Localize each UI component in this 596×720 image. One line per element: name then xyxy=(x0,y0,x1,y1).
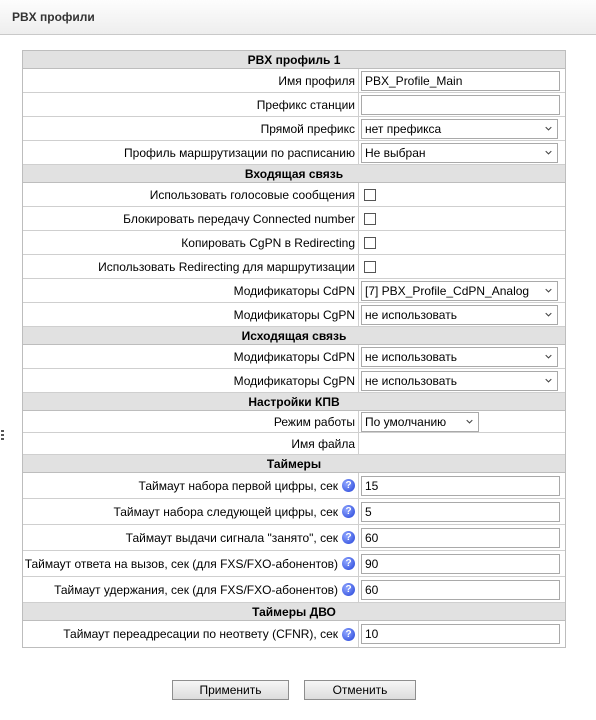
form-row xyxy=(23,255,565,279)
field-value-cell xyxy=(359,303,565,326)
field-label-cell xyxy=(23,499,359,524)
text-input[interactable] xyxy=(361,95,560,115)
form-row xyxy=(23,345,565,369)
text-input[interactable]: 15 xyxy=(361,476,560,496)
page-header xyxy=(0,0,596,35)
form-row xyxy=(23,473,565,499)
field-value-cell xyxy=(359,117,565,140)
selected-value: не использовать xyxy=(365,349,457,364)
chevron-down-icon xyxy=(466,418,473,425)
selected-value: нет префикса xyxy=(365,121,442,136)
section-header: Исходящая связь xyxy=(23,327,565,345)
field-value-cell xyxy=(359,411,565,432)
field-value-cell xyxy=(359,345,565,368)
select-dropdown[interactable] xyxy=(361,347,558,367)
field-label-cell xyxy=(23,473,359,498)
form-row xyxy=(23,499,565,525)
field-label: Модификаторы CgPN xyxy=(233,373,355,388)
field-label: Модификаторы CdPN xyxy=(233,283,355,298)
help-icon[interactable]: ? xyxy=(342,557,355,570)
form-row xyxy=(23,69,565,93)
field-label: Имя профиля xyxy=(278,73,355,88)
field-label-cell xyxy=(23,279,359,302)
section-header: PBX профиль 1 xyxy=(23,51,565,69)
help-icon[interactable]: ? xyxy=(342,505,355,518)
text-input[interactable]: 60 xyxy=(361,528,560,548)
chevron-down-icon xyxy=(545,377,552,384)
help-icon[interactable]: ? xyxy=(342,531,355,544)
form-row xyxy=(23,207,565,231)
form-row xyxy=(23,411,565,433)
field-label: Профиль маршрутизации по расписанию xyxy=(124,145,355,160)
field-value-cell xyxy=(359,577,565,602)
help-icon[interactable]: ? xyxy=(342,583,355,596)
form-buttons xyxy=(172,680,416,700)
field-label: Модификаторы CgPN xyxy=(233,307,355,322)
field-value-cell xyxy=(359,231,565,254)
selected-value: По умолчанию xyxy=(365,414,447,429)
select-dropdown[interactable] xyxy=(361,143,558,163)
form-row xyxy=(23,433,565,455)
field-label: Использовать голосовые сообщения xyxy=(149,187,355,202)
selected-value: не использовать xyxy=(365,307,457,322)
field-label-cell xyxy=(23,577,359,602)
form-row xyxy=(23,279,565,303)
field-value-cell xyxy=(359,183,565,206)
form-row xyxy=(23,525,565,551)
form-row xyxy=(23,303,565,327)
field-label: Блокировать передачу Connected number xyxy=(123,211,355,226)
field-label: Модификаторы CdPN xyxy=(233,349,355,364)
field-label: Префикс станции xyxy=(256,97,355,112)
select-dropdown[interactable] xyxy=(361,412,479,432)
field-label-cell xyxy=(23,141,359,164)
chevron-down-icon xyxy=(545,353,552,360)
section-header: Таймеры xyxy=(23,455,565,473)
field-label-cell xyxy=(23,255,359,278)
text-input[interactable]: 90 xyxy=(361,554,560,574)
form-row xyxy=(23,231,565,255)
selected-value: не использовать xyxy=(365,373,457,388)
section-header: Таймеры ДВО xyxy=(23,603,565,621)
selected-value: [7] PBX_Profile_CdPN_Analog xyxy=(365,283,530,298)
field-value-cell xyxy=(359,69,565,92)
field-value-cell xyxy=(359,525,565,550)
select-dropdown[interactable] xyxy=(361,281,558,301)
field-value-cell xyxy=(359,433,565,454)
field-value-cell xyxy=(359,279,565,302)
text-input[interactable]: 60 xyxy=(361,580,560,600)
field-label-cell xyxy=(23,231,359,254)
field-label-cell xyxy=(23,525,359,550)
field-label-cell xyxy=(23,303,359,326)
form-row xyxy=(23,577,565,603)
field-label-cell xyxy=(23,117,359,140)
chevron-down-icon xyxy=(545,125,552,132)
field-label-cell xyxy=(23,93,359,116)
resize-grip-icon[interactable] xyxy=(1,430,4,442)
field-label: Копировать CgPN в Redirecting xyxy=(181,235,355,250)
select-dropdown[interactable] xyxy=(361,305,558,325)
text-input[interactable]: 5 xyxy=(361,502,560,522)
field-label: Использовать Redirecting для маршрутизации xyxy=(98,259,355,274)
chevron-down-icon xyxy=(545,149,552,156)
apply-button[interactable]: Применить xyxy=(172,680,289,700)
section-header: Входящая связь xyxy=(23,165,565,183)
checkbox[interactable] xyxy=(364,237,376,249)
field-value-cell xyxy=(359,473,565,498)
form-row xyxy=(23,117,565,141)
field-value-cell xyxy=(359,369,565,392)
selected-value: Не выбран xyxy=(365,145,426,160)
field-value-cell xyxy=(359,499,565,524)
text-input[interactable]: PBX_Profile_Main xyxy=(361,71,560,91)
field-label: Имя файла xyxy=(291,436,355,451)
chevron-down-icon xyxy=(545,287,552,294)
text-input[interactable]: 10 xyxy=(361,624,560,644)
field-value-cell xyxy=(359,551,565,576)
field-label-cell xyxy=(23,345,359,368)
field-label: Таймаут ответа на вызов, сек (для FXS/FXO-абонентов) xyxy=(24,556,338,571)
field-label: Таймаут набора следующей цифры, сек xyxy=(113,504,338,519)
field-label-cell xyxy=(23,621,359,647)
select-dropdown[interactable] xyxy=(361,371,558,391)
field-label: Таймаут выдачи сигнала "занято", сек xyxy=(125,530,338,545)
checkbox[interactable] xyxy=(364,189,376,201)
help-icon[interactable]: ? xyxy=(342,628,355,641)
chevron-down-icon xyxy=(545,311,552,318)
field-value-cell xyxy=(359,93,565,116)
field-label: Прямой префикс xyxy=(260,121,355,136)
field-label: Таймаут набора первой цифры, сек xyxy=(138,478,338,493)
field-value-cell xyxy=(359,207,565,230)
field-label-cell xyxy=(23,207,359,230)
form-row xyxy=(23,93,565,117)
form-row xyxy=(23,621,565,647)
checkbox[interactable] xyxy=(364,261,376,273)
field-label-cell xyxy=(23,183,359,206)
page-title: PBX профили xyxy=(12,10,95,24)
field-label-cell xyxy=(23,433,359,454)
form-row xyxy=(23,551,565,577)
form-row xyxy=(23,369,565,393)
field-label: Таймаут удержания, сек (для FXS/FXO-абонентов) xyxy=(54,582,338,597)
field-value-cell xyxy=(359,141,565,164)
field-label: Таймаут переадресации по неответу (CFNR), сек xyxy=(63,627,338,641)
form-row xyxy=(23,141,565,165)
field-value-cell xyxy=(359,255,565,278)
select-dropdown[interactable] xyxy=(361,119,558,139)
checkbox[interactable] xyxy=(364,213,376,225)
field-value-cell xyxy=(359,621,565,647)
field-label-cell xyxy=(23,411,359,432)
pbx-profile-form xyxy=(22,50,566,648)
form-row xyxy=(23,183,565,207)
help-icon[interactable]: ? xyxy=(342,479,355,492)
field-label: Режим работы xyxy=(273,414,355,429)
section-header: Настройки КПВ xyxy=(23,393,565,411)
field-label-cell xyxy=(23,551,359,576)
cancel-button[interactable]: Отменить xyxy=(304,680,416,700)
field-label-cell xyxy=(23,369,359,392)
field-label-cell xyxy=(23,69,359,92)
